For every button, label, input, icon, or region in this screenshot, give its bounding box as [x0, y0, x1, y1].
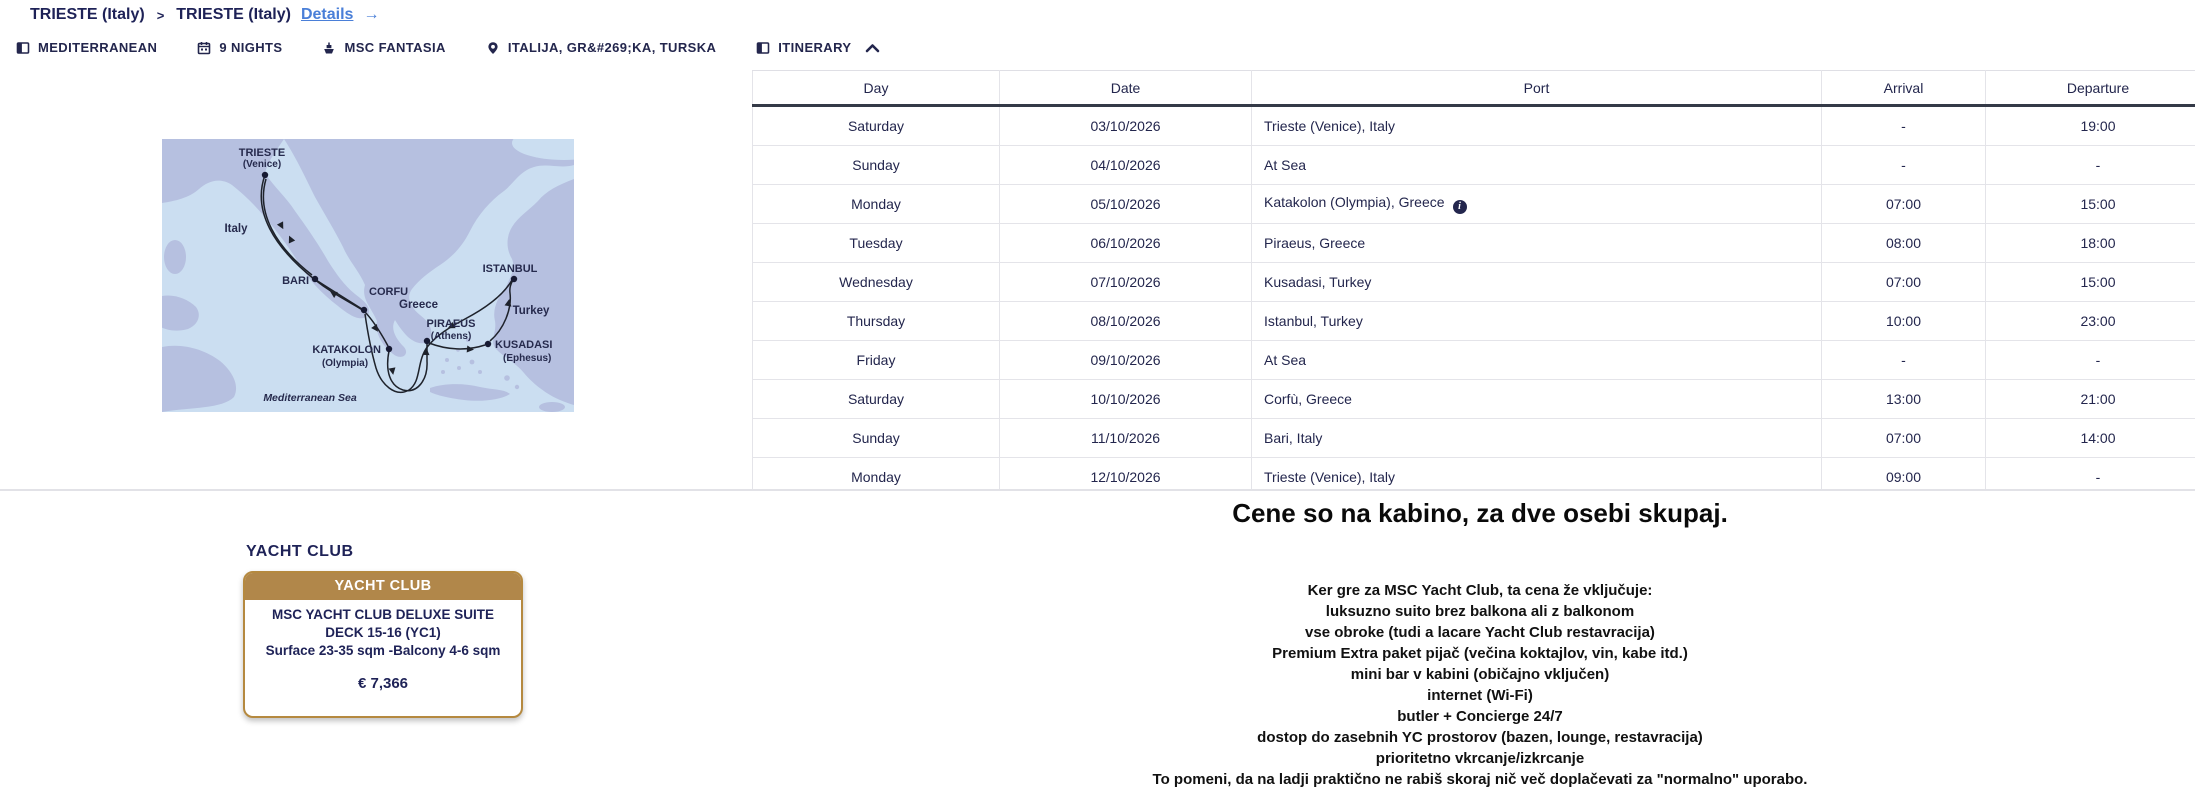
itinerary-cell: 18:00 — [1986, 224, 2195, 263]
column-header-arrival: Arrival — [1822, 71, 1986, 106]
itinerary-cell: 14:00 — [1986, 419, 2195, 458]
itinerary-cell: Corfù, Greece — [1252, 380, 1822, 419]
breadcrumb-origin: TRIESTE (Italy) — [30, 6, 145, 23]
cabin-surface-line: Surface 23-35 sqm -Balcony 4-6 sqm — [265, 642, 501, 658]
location-pin-icon — [486, 41, 500, 55]
itinerary-cell: 12/10/2026 — [1000, 458, 1252, 490]
itinerary-cell: - — [1822, 146, 1986, 185]
column-header-port: Port — [1252, 71, 1822, 106]
itinerary-cell: Trieste (Venice), Italy — [1252, 458, 1822, 490]
info-icon[interactable]: i — [1453, 200, 1467, 214]
map-label-bari: BARI — [282, 275, 309, 287]
itinerary-row — [753, 224, 2195, 263]
itinerary-row — [753, 185, 2195, 224]
itinerary-cell: - — [1986, 458, 2195, 490]
port-dot-istanbul — [511, 276, 517, 282]
map-label-piraeus: PIRAEUS — [426, 318, 476, 330]
inclusion-line: Ker gre za MSC Yacht Club, ta cena že vključuje: — [1307, 582, 1653, 599]
map-label-italy: Italy — [224, 223, 248, 235]
itinerary-cell: 15:00 — [1986, 263, 2195, 302]
itinerary-cell: At Sea — [1252, 146, 1822, 185]
details-link[interactable]: Details — [300, 6, 354, 23]
cruise-info-bar — [16, 40, 880, 55]
map-label-kusadasi: KUSADASI — [495, 339, 553, 351]
route-map — [162, 139, 574, 412]
section-divider — [0, 489, 2195, 491]
itinerary-row — [753, 302, 2195, 341]
itinerary-cell: Piraeus, Greece — [1252, 224, 1822, 263]
map-label-kusadasi-sub: (Ephesus) — [503, 353, 552, 364]
itinerary-row — [753, 341, 2195, 380]
details-arrow-icon[interactable]: → — [363, 6, 380, 23]
cabin-type-line: MSC YACHT CLUB DELUXE SUITE DECK 15-16 (YC1) — [271, 607, 495, 640]
itinerary-row — [753, 380, 2195, 419]
itinerary-cell: Friday — [753, 341, 1000, 380]
itinerary-cell: Katakolon (Olympia), Greece i — [1252, 185, 1822, 224]
itinerary-cell: 08/10/2026 — [1000, 302, 1252, 341]
itinerary-cell: 03/10/2026 — [1000, 106, 1252, 146]
yacht-club-inclusions — [1020, 580, 1940, 790]
itinerary-cell: 07:00 — [1822, 263, 1986, 302]
itinerary-cell: Kusadasi, Turkey — [1252, 263, 1822, 302]
map-label-turkey: Turkey — [512, 305, 550, 317]
itinerary-row — [753, 263, 2195, 302]
itinerary-cell: Thursday — [753, 302, 1000, 341]
column-header-date: Date — [1000, 71, 1252, 106]
yacht-club-section-title: YACHT CLUB — [246, 543, 354, 560]
itinerary-cell: Sunday — [753, 419, 1000, 458]
itinerary-row — [753, 419, 2195, 458]
itinerary-cell: - — [1822, 341, 1986, 380]
map-label-trieste-sub: (Venice) — [242, 159, 282, 170]
map-label-sea: Mediterranean Sea — [263, 392, 357, 404]
itinerary-cell: Bari, Italy — [1252, 419, 1822, 458]
calendar-icon — [197, 41, 211, 55]
itinerary-cell: Istanbul, Turkey — [1252, 302, 1822, 341]
inclusion-line: vse obroke (tudi a lacare Yacht Club restavracija) — [1305, 624, 1655, 641]
itinerary-cell: 07/10/2026 — [1000, 263, 1252, 302]
map-label-istanbul: ISTANBUL — [482, 263, 538, 275]
itinerary-cell: Sunday — [753, 146, 1000, 185]
itinerary-cell: 23:00 — [1986, 302, 2195, 341]
map-label-greece: Greece — [399, 299, 439, 311]
badge-ship-label: MSC FANTASIA — [344, 40, 446, 55]
port-dot-kusadasi — [485, 341, 491, 347]
badge-nights — [197, 40, 282, 55]
itinerary-cell: 07:00 — [1822, 185, 1986, 224]
inclusion-line: internet (Wi-Fi) — [1427, 687, 1533, 704]
itinerary-cell: At Sea — [1252, 341, 1822, 380]
breadcrumb-separator: > — [156, 7, 165, 23]
inclusion-line: butler + Concierge 24/7 — [1397, 708, 1563, 725]
column-header-departure: Departure — [1986, 71, 2195, 106]
map-land-cyprus — [539, 402, 565, 412]
badge-region — [16, 40, 157, 55]
inclusion-line: Premium Extra paket pijač (večina koktajlov, vin, kabe itd.) — [1272, 645, 1688, 662]
itinerary-cell: - — [1822, 106, 1986, 146]
chevron-up-icon[interactable] — [865, 43, 880, 53]
itinerary-cell: 09:00 — [1822, 458, 1986, 490]
port-dot-piraeus — [424, 338, 430, 344]
port-dot-bari — [312, 276, 318, 282]
badge-nights-label: 9 NIGHTS — [219, 40, 283, 55]
itinerary-row — [753, 458, 2195, 490]
badge-ship — [322, 40, 445, 55]
map-label-katakolon-sub: (Olympia) — [321, 358, 369, 369]
inclusion-line: luksuzno suito brez balkona ali z balkonom — [1325, 603, 1635, 620]
itinerary-icon — [756, 41, 770, 55]
itinerary-cell: 21:00 — [1986, 380, 2195, 419]
inclusion-line: prioritetno vkrcanje/izkrcanje — [1375, 750, 1585, 767]
badge-countries-label: ITALIJA, GR&#269;KA, TURSKA — [507, 40, 717, 55]
itinerary-cell: 07:00 — [1822, 419, 1986, 458]
inclusion-line: mini bar v kabini (običajno vključen) — [1350, 666, 1610, 683]
port-dot-katakolon — [386, 346, 392, 352]
itinerary-cell: 11/10/2026 — [1000, 419, 1252, 458]
itinerary-cell: Trieste (Venice), Italy — [1252, 106, 1822, 146]
itinerary-cell: 09/10/2026 — [1000, 341, 1252, 380]
port-dot-trieste — [262, 172, 268, 178]
itinerary-row — [753, 146, 2195, 185]
breadcrumb-destination: TRIESTE (Italy) — [176, 6, 291, 23]
yacht-club-card-description — [245, 600, 521, 659]
breadcrumb — [30, 6, 379, 24]
itinerary-header-row — [753, 71, 2195, 106]
inclusion-line: dostop do zasebnih YC prostorov (bazen, lounge, restavracija) — [1257, 729, 1703, 746]
itinerary-cell: Monday — [753, 458, 1000, 490]
itinerary-cell: Saturday — [753, 106, 1000, 146]
cabin-price: € 7,366 — [357, 675, 409, 693]
ship-icon — [322, 41, 336, 55]
itinerary-cell: Saturday — [753, 380, 1000, 419]
map-land-sardinia — [164, 240, 186, 274]
itinerary-cell: 04/10/2026 — [1000, 146, 1252, 185]
itinerary-table-container — [752, 70, 2195, 489]
badge-region-label: MEDITERRANEAN — [38, 40, 158, 55]
itinerary-cell: Monday — [753, 185, 1000, 224]
map-label-trieste: TRIESTE — [238, 147, 286, 159]
yacht-club-card-header: YACHT CLUB — [245, 573, 521, 600]
itinerary-cell: 10:00 — [1822, 302, 1986, 341]
itinerary-cell: 10/10/2026 — [1000, 380, 1252, 419]
itinerary-cell: 06/10/2026 — [1000, 224, 1252, 263]
port-dot-corfu — [361, 307, 367, 313]
itinerary-row — [753, 106, 2195, 146]
itinerary-table — [752, 70, 2195, 489]
itinerary-cell: Tuesday — [753, 224, 1000, 263]
itinerary-cell: 19:00 — [1986, 106, 2195, 146]
map-label-corfu: CORFU — [369, 286, 409, 298]
map-label-piraeus-sub: (Athens) — [430, 331, 472, 342]
badge-itinerary-toggle[interactable] — [756, 40, 880, 55]
itinerary-cell: 15:00 — [1986, 185, 2195, 224]
itinerary-cell: 05/10/2026 — [1000, 185, 1252, 224]
column-header-day: Day — [753, 71, 1000, 106]
badge-countries — [486, 40, 716, 55]
price-headline: Cene so na kabino, za dve osebi skupaj. — [1232, 498, 1728, 528]
itinerary-cell: - — [1986, 146, 2195, 185]
brochure-icon — [16, 41, 30, 55]
itinerary-cell: Wednesday — [753, 263, 1000, 302]
itinerary-cell: 08:00 — [1822, 224, 1986, 263]
badge-itinerary-label: ITINERARY — [778, 40, 852, 55]
itinerary-cell: - — [1986, 341, 2195, 380]
map-label-katakolon: KATAKOLON — [312, 344, 381, 356]
inclusion-line: To pomeni, da na ladji praktično ne rabiš skoraj nič več doplačevati za "normalno" uporabo. — [1152, 771, 1808, 788]
yacht-club-price-card[interactable] — [243, 571, 523, 718]
itinerary-cell: 13:00 — [1822, 380, 1986, 419]
